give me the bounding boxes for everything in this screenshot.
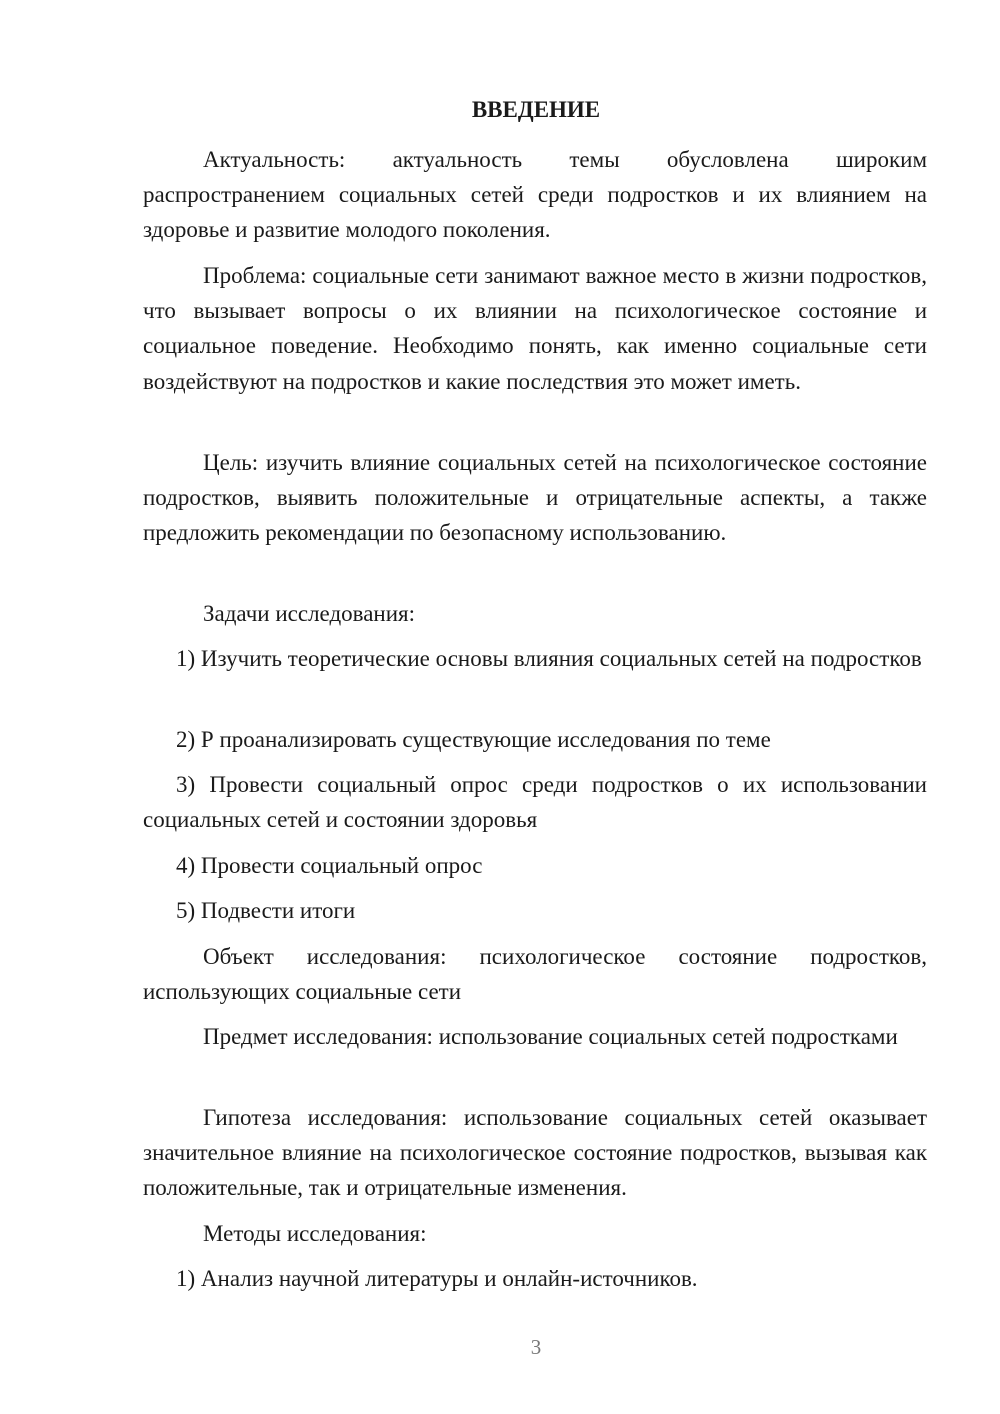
paragraph-problem: Проблема: социальные сети занимают важное место в жизни подростков, что вызывает вопросы о их влиянии на психологическое состояние и социальное поведение. Необходимо понять, как именно социальные сети воздействуют на подростков и какие последствия это может иметь. <box>143 263 927 394</box>
list-item-task-3: 3) Провести социальный опрос среди подростков о их использовании социальных сетей и состоянии здоровья <box>143 772 927 833</box>
list-item-task-2: 2) Р проанализировать существующие исследования по теме <box>176 727 771 752</box>
paragraph-subject: Предмет исследования: использование социальных сетей подростками <box>203 1024 898 1049</box>
paragraph-goal: Цель: изучить влияние социальных сетей на психологическое состояние подростков, выявить положительные и отрицательные аспекты, а также предложить рекомендации по безопасному использованию. <box>143 450 927 546</box>
list-item-method-1: 1) Анализ научной литературы и онлайн-источников. <box>176 1266 698 1291</box>
paragraph-tasks-heading: Задачи исследования: <box>203 601 416 626</box>
paragraph-relevance: Актуальность: актуальность темы обусловлена широким распространением социальных сетей среди подростков и их влиянием на здоровье и развитие молодого поколения. <box>143 147 927 243</box>
section-heading: ВВЕДЕНИЕ <box>471 97 601 122</box>
list-item-task-5: 5) Подвести итоги <box>176 898 356 923</box>
paragraph-hypothesis: Гипотеза исследования: использование социальных сетей оказывает значительное влияние на психологическое состояние подростков, вызывая как положительные, так и отрицательные изменения. <box>143 1105 927 1201</box>
paragraph-object: Объект исследования: психологическое состояние подростков, использующих социальные сети <box>143 944 927 1005</box>
list-item-task-1: 1) Изучить теоретические основы влияния социальных сетей на подростков <box>176 646 922 671</box>
list-item-task-4: 4) Провести социальный опрос <box>176 853 483 878</box>
page-number: 3 <box>530 1335 542 1359</box>
paragraph-methods-heading: Методы исследования: <box>203 1221 427 1246</box>
